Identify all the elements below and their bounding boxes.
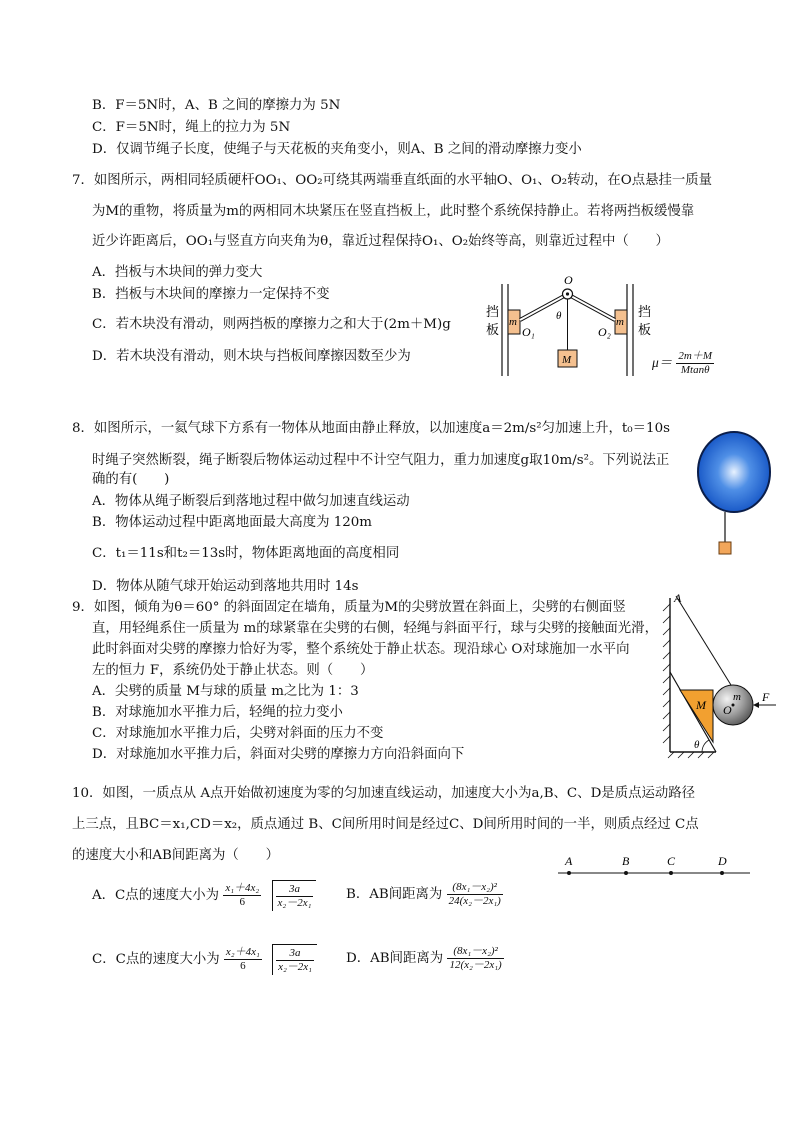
q7-label-o: O xyxy=(564,273,573,287)
q9-label-a: A xyxy=(674,591,682,605)
q9-option-a: A．尖劈的质量 M与球的质量 m之比为 1：3 xyxy=(92,684,359,699)
q10-option-d-numerator: (8x₁－x₂)² xyxy=(447,945,503,959)
q9-label-f: F xyxy=(762,690,770,704)
q9-label-wedge-m: M xyxy=(696,698,706,712)
q7-stem-line2: 为M的重物，将质量为m的两相同木块紧压在竖直挡板上，此时整个系统保持静止。若将两挡板缓慢靠 xyxy=(92,204,695,219)
q9-option-d: D．对球施加水平推力后，斜面对尖劈的摩擦力方向沿斜面向下 xyxy=(92,747,465,762)
q7-label-theta: θ xyxy=(556,310,562,322)
q6-option-b: B．F＝5N时，A、B 之间的摩擦力为 5N xyxy=(92,98,341,113)
q10-option-d-prefix: D．AB间距离为 xyxy=(346,951,444,966)
q10-option-c-numerator: x₂＋4x₁ xyxy=(225,946,260,958)
q7-mu-denominator: Mtanθ xyxy=(680,364,710,376)
q8-option-c: C．t₁＝11s和t₂＝13s时，物体距离地面的高度相同 xyxy=(92,546,400,561)
q10-label-a: A xyxy=(565,854,573,868)
q9-stem-line3: 此时斜面对尖劈的摩擦力恰好为零，整个系统处于静止状态。现沿球心 O对球施加一水平向 xyxy=(92,642,630,657)
q10-option-c-sqrt xyxy=(266,944,317,975)
q8-option-d: D．物体从随气球开始运动到落地共用时 14s xyxy=(92,579,359,594)
q10-option-d-fraction xyxy=(447,945,503,972)
q9-rope xyxy=(676,596,739,698)
q10-option-c xyxy=(92,944,317,975)
q10-option-c-denominator: 6 xyxy=(240,960,246,972)
q10-option-a-numerator: x₁＋4x₂ xyxy=(225,882,260,894)
q7-pivot-o-dot xyxy=(566,292,569,295)
q7-mu-numerator: 2m＋M xyxy=(678,350,712,362)
q10-option-a-fraction xyxy=(223,882,261,909)
q6-option-c: C．F＝5N时，绳上的拉力为 5N xyxy=(92,120,291,135)
q10-label-d: D xyxy=(718,854,727,868)
q10-label-c: C xyxy=(667,854,676,868)
q10-point-c xyxy=(669,871,673,875)
q10-option-b-prefix: B．AB间距离为 xyxy=(346,887,443,902)
q10-option-a xyxy=(92,880,316,911)
q10-option-b xyxy=(346,880,503,910)
q10-option-b-denominator: 24(x₂－2x₁) xyxy=(448,895,501,907)
q8-option-a: A．物体从绳子断裂后到落地过程中做匀加速直线运动 xyxy=(92,494,410,509)
q10-option-c-rad-numerator: 3a xyxy=(276,947,314,961)
q7-stem-line1: 7．如图所示，两相同轻质硬杆OO₁、OO₂可绕其两端垂直纸面的水平轴O、O₁、O₂转动，在O点悬挂一质量 xyxy=(72,173,713,188)
q10-option-b-fraction xyxy=(447,881,503,908)
q8-stem-line2: 时绳子突然断裂，绳子断裂后物体运动过程中不计空气阻力，重力加速度g取10m/s²。下列说法正 xyxy=(92,453,670,468)
q8-balloon-figure xyxy=(690,428,778,560)
q7-hanging-mass-label: M xyxy=(562,354,572,366)
q7-label-o1: O₁ xyxy=(522,325,535,339)
q10-option-c-fraction xyxy=(224,946,262,973)
q7-figure xyxy=(480,272,680,380)
q9-figure xyxy=(660,590,782,760)
q9-option-b: B．对球施加水平推力后，轻绳的拉力变小 xyxy=(92,705,343,720)
q7-option-c: C．若木块没有滑动，则两挡板的摩擦力之和大于(2m＋M)g xyxy=(92,317,451,332)
q7-left-plate-char1: 挡 xyxy=(486,304,500,319)
q8-stem-line1: 8．如图所示，一氦气球下方系有一物体从地面由静止释放，以加速度a＝2m/s²匀加速上升，t₀＝10s xyxy=(72,421,670,436)
q7-mu-fraction xyxy=(676,350,714,377)
q7-rod-right-core xyxy=(569,295,615,320)
q10-point-d xyxy=(720,871,724,875)
q9-option-c: C．对球施加水平推力后，尖劈对斜面的压力不变 xyxy=(92,726,384,741)
q10-option-a-prefix: A．C点的速度大小为 xyxy=(92,888,220,903)
q7-option-d: D．若木块没有滑动，则木块与挡板间摩擦因数至少为 xyxy=(92,349,411,364)
q10-line-figure xyxy=(556,852,752,882)
q7-option-a: A．挡板与木块间的弹力变大 xyxy=(92,265,263,280)
q8-hanging-object xyxy=(719,542,731,554)
q10-stem-line2: 上三点，且BC＝x₁,CD＝x₂，质点通过 B、C间所用时间是经过C、D间所用时间的一半，则质点经过 C点 xyxy=(72,817,699,832)
q9-label-theta: θ xyxy=(694,739,700,751)
q7-mu-lhs: μ＝ xyxy=(652,355,673,370)
q9-force-arrowhead xyxy=(753,702,759,708)
q9-ball-center xyxy=(732,704,735,707)
q10-option-b-numerator: (8x₁－x₂)² xyxy=(447,881,503,895)
q8-balloon xyxy=(698,432,770,512)
q7-label-o2: O₂ xyxy=(598,325,611,339)
q10-stem-line3: 的速度大小和AB间距离为（ ） xyxy=(72,848,279,863)
q10-option-a-rad-numerator: 3a xyxy=(276,883,314,897)
q8-option-b: B．物体运动过程中距离地面最大高度为 120m xyxy=(92,515,372,530)
q9-label-ball-m: m xyxy=(733,691,741,703)
q7-right-block-label: m xyxy=(616,316,624,328)
q7-left-block-label: m xyxy=(509,316,517,328)
q10-option-a-rad-denominator: x₂－2x₁ xyxy=(277,896,312,909)
q9-stem-line2: 直，用轻绳系住一质量为 m的球紧靠在尖劈的右侧，轻绳与斜面平行，球与尖劈的接触面光滑， xyxy=(92,621,658,636)
q10-option-a-sqrt xyxy=(266,880,317,911)
q10-option-c-prefix: C．C点的速度大小为 xyxy=(92,952,220,967)
q10-point-b xyxy=(624,871,628,875)
q7-left-plate-char2: 板 xyxy=(486,322,500,337)
q7-stem-line3: 近少许距离后，OO₁与竖直方向夹角为θ，靠近过程保持O₁、O₂始终等高，则靠近过程中（ ） xyxy=(92,234,669,249)
q8-stem-line3: 确的有( ) xyxy=(92,472,170,487)
q10-label-b: B xyxy=(622,854,630,868)
q7-right-plate-char1: 挡 xyxy=(638,304,652,319)
q9-theta-arc xyxy=(702,740,709,752)
q10-option-c-rad-denominator: x₂－2x₁ xyxy=(278,960,312,973)
q7-right-plate-char2: 板 xyxy=(638,322,652,337)
q10-option-d-denominator: 12(x₂－2x₁) xyxy=(449,959,502,971)
q7-option-b: B．挡板与木块间的摩擦力一定保持不变 xyxy=(92,287,330,302)
q10-point-a xyxy=(567,871,571,875)
q9-wall-hatching xyxy=(663,604,670,743)
q10-option-d xyxy=(346,944,504,974)
q9-label-o: O xyxy=(723,703,732,717)
q6-option-d: D．仅调节绳子长度，使绳子与天花板的夹角变小，则A、B 之间的滑动摩擦力变小 xyxy=(92,142,582,157)
q9-stem-line1: 9．如图，倾角为θ＝60° 的斜面固定在墙角，质量为M的尖劈放置在斜面上，尖劈的右侧面竖 xyxy=(72,600,626,615)
q9-floor-hatching xyxy=(668,752,714,758)
q10-stem-line1: 10．如图，一质点从 A点开始做初速度为零的匀加速直线运动，加速度大小为a,B、C、D是质点运动路径 xyxy=(72,786,696,801)
q9-stem-line4: 左的恒力 F，系统仍处于静止状态。则（ ） xyxy=(92,663,374,678)
q10-option-a-denominator: 6 xyxy=(239,896,246,908)
